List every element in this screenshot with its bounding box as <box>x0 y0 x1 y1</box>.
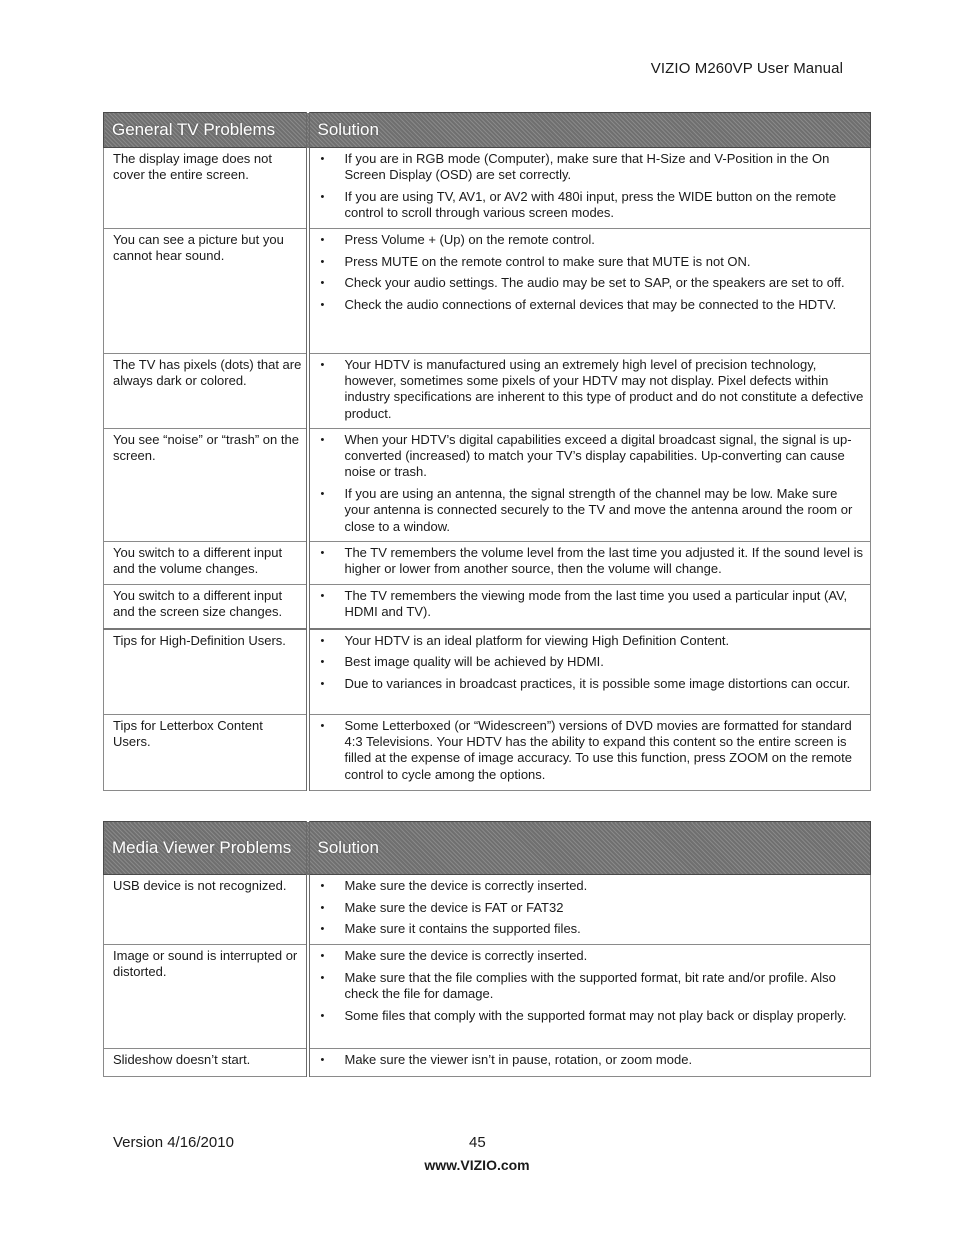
solution-cell <box>308 148 871 229</box>
column-header-problem: General TV Problems <box>104 113 308 148</box>
solution-item: • Make sure the device is FAT or FAT32 <box>319 900 867 916</box>
solution-cell <box>308 875 871 945</box>
problem-cell: Tips for High-Definition Users. <box>104 629 308 715</box>
solution-cell <box>308 629 871 715</box>
table-header-row <box>104 113 871 148</box>
solution-item: • If you are using TV, AV1, or AV2 with 480i input, press the WIDE button on the remote control to scroll through various screen modes. <box>319 189 867 221</box>
solution-cell <box>308 945 871 1049</box>
problem-cell: You switch to a different input and the volume changes. <box>104 542 308 585</box>
footer-version: Version 4/16/2010 <box>113 1134 234 1151</box>
page-header-title: VIZIO M260VP User Manual <box>650 60 843 77</box>
problem-cell: The display image does not cover the entire screen. <box>104 148 308 229</box>
solution-item: • Make sure that the file complies with the supported format, bit rate and/or profile. Also check the file for damage. <box>319 970 867 1002</box>
table-row <box>104 1049 871 1077</box>
table-row <box>104 585 871 629</box>
column-header-problem: Media Viewer Problems <box>104 822 308 875</box>
solution-item: • Press Volume + (Up) on the remote control. <box>319 232 867 248</box>
problem-cell: You can see a picture but you cannot hear sound. <box>104 229 308 354</box>
solution-cell <box>308 229 871 354</box>
solution-cell <box>308 429 871 542</box>
table-row <box>104 945 871 1049</box>
solution-item: • Best image quality will be achieved by HDMI. <box>319 654 867 670</box>
problem-cell: You switch to a different input and the screen size changes. <box>104 585 308 629</box>
media-viewer-problems-table <box>103 821 871 1077</box>
solution-cell <box>308 354 871 429</box>
footer-url: www.VIZIO.com <box>424 1157 530 1173</box>
solution-item: • Make sure the device is correctly inserted. <box>319 878 867 894</box>
solution-item: • Press MUTE on the remote control to make sure that MUTE is not ON. <box>319 254 867 270</box>
solution-item: • Due to variances in broadcast practices, it is possible some image distortions can occur. <box>319 676 867 692</box>
solution-cell <box>308 542 871 585</box>
page-number: 45 <box>469 1134 486 1151</box>
table-row <box>104 715 871 791</box>
solution-item: • Your HDTV is an ideal platform for viewing High Definition Content. <box>319 633 867 649</box>
table-row <box>104 542 871 585</box>
problem-cell: Image or sound is interrupted or distorted. <box>104 945 308 1049</box>
table-row <box>104 429 871 542</box>
problem-cell: USB device is not recognized. <box>104 875 308 945</box>
solution-item: • The TV remembers the volume level from the last time you adjusted it. If the sound level is higher or lower from another source, then the volume will change. <box>319 545 867 577</box>
solution-item: • Some files that comply with the supported format may not play back or display properly. <box>319 1008 867 1024</box>
solution-item: • If you are in RGB mode (Computer), make sure that H-Size and V-Position in the On Screen Display (OSD) are set correctly. <box>319 151 867 183</box>
solution-cell <box>308 1049 871 1077</box>
solution-item: • Some Letterboxed (or “Widescreen”) versions of DVD movies are formatted for standard 4:3 Televisions. Your HDTV has the ability to expand this content so the entire screen is filled at the expense of image accuracy. To use this function, press ZOOM on the remote control to cycle among the options. <box>319 718 867 783</box>
table-row <box>104 354 871 429</box>
problem-cell: You see “noise” or “trash” on the screen. <box>104 429 308 542</box>
column-header-solution: Solution <box>308 113 871 148</box>
problem-cell: The TV has pixels (dots) that are always dark or colored. <box>104 354 308 429</box>
solution-item: • Make sure the device is correctly inserted. <box>319 948 867 964</box>
table-row <box>104 629 871 715</box>
table-row <box>104 229 871 354</box>
solution-cell <box>308 585 871 629</box>
column-header-solution: Solution <box>308 822 871 875</box>
solution-item: • Check the audio connections of external devices that may be connected to the HDTV. <box>319 297 867 313</box>
general-tv-problems-table <box>103 112 871 791</box>
table-row <box>104 148 871 229</box>
problem-cell: Slideshow doesn’t start. <box>104 1049 308 1077</box>
solution-item: • The TV remembers the viewing mode from the last time you used a particular input (AV, HDMI and TV). <box>319 588 867 620</box>
table-row <box>104 875 871 945</box>
solution-item: • Make sure it contains the supported files. <box>319 921 867 937</box>
solution-item: • Make sure the viewer isn’t in pause, rotation, or zoom mode. <box>319 1052 867 1068</box>
problem-cell: Tips for Letterbox Content Users. <box>104 715 308 791</box>
solution-item: • If you are using an antenna, the signal strength of the channel may be low. Make sure your antenna is connected securely to the TV and move the antenna around the room or close to a window. <box>319 486 867 535</box>
table-header-row <box>104 822 871 875</box>
solution-item: • Your HDTV is manufactured using an extremely high level of precision technology, however, sometimes some pixels of your HDTV may not display. Pixel defects within industry specifications are inherent to this type of product and do not constitute a defective product. <box>319 357 867 422</box>
solution-item: • When your HDTV’s digital capabilities exceed a digital broadcast signal, the signal is up-converted (increased) to match your TV’s display capabilities. Up-converting can cause noise or trash. <box>319 432 867 481</box>
solution-item: • Check your audio settings. The audio may be set to SAP, or the speakers are set to off. <box>319 275 867 291</box>
solution-cell <box>308 715 871 791</box>
